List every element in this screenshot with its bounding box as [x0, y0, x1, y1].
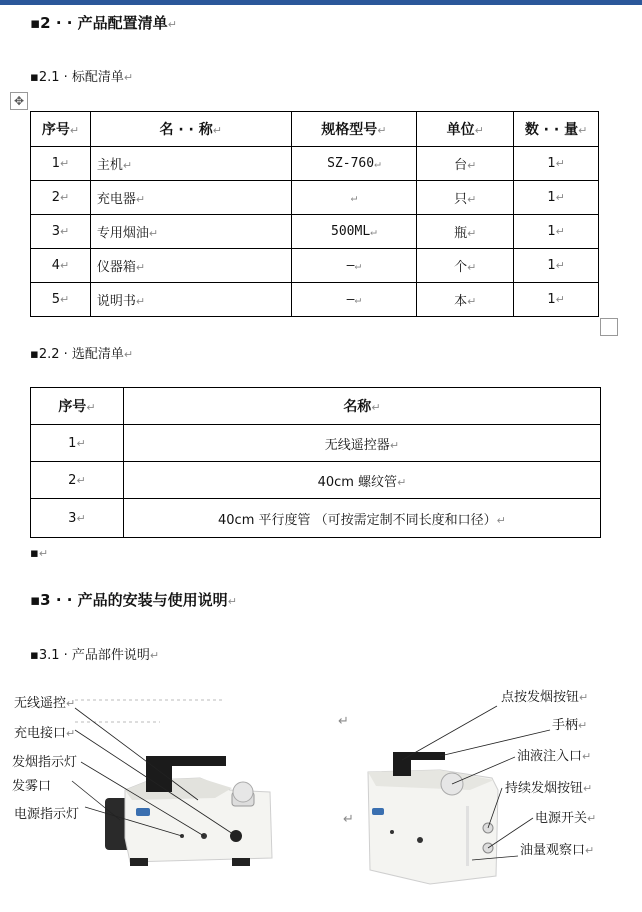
cell: 专用烟油↵ — [90, 215, 291, 249]
table-resize-handle[interactable] — [600, 318, 618, 336]
cell: 2↵ — [31, 462, 124, 499]
cell: 1↵ — [514, 283, 599, 317]
table-row — [31, 425, 601, 462]
cell: 说明书↵ — [90, 283, 291, 317]
label-handle: 手柄↵ — [552, 718, 588, 733]
standard-config-table — [30, 111, 599, 317]
header-cell: 规格型号↵ — [291, 112, 417, 147]
label-oil-inlet: 油液注入口↵ — [517, 749, 592, 764]
label-power-switch: 电源开关↵ — [535, 811, 597, 826]
table-row — [31, 249, 599, 283]
cell: 1↵ — [31, 147, 91, 181]
table-row — [31, 462, 601, 499]
section-3-1-heading: ▪3.1 · 产品部件说明↵ — [30, 648, 160, 663]
label-charging-port: 充电接口↵ — [14, 726, 76, 741]
label-oil-level-window: 油量观察口↵ — [520, 843, 595, 858]
cell: 无线遥控器↵ — [123, 425, 600, 462]
cell: 2↵ — [31, 181, 91, 215]
label-press-smoke-button: 点按发烟按钮↵ — [501, 690, 589, 705]
device-right-image — [368, 752, 498, 884]
header-cell: 序号↵ — [31, 112, 91, 147]
section-2-2-heading: ▪2.2 · 选配清单↵ — [30, 347, 134, 362]
cell: 500ML↵ — [291, 215, 417, 249]
label-remote-control: 无线遥控↵ — [14, 696, 76, 711]
cell: 4↵ — [31, 249, 91, 283]
table-move-handle-icon[interactable]: ✥ — [10, 92, 28, 110]
cell: 3↵ — [31, 499, 124, 538]
cell: 只↵ — [417, 181, 514, 215]
table-row — [31, 283, 599, 317]
cell: 1↵ — [514, 147, 599, 181]
cell: 40cm 平行度管 （可按需定制不同长度和口径）↵ — [123, 499, 600, 538]
header-cell: 序号↵ — [31, 388, 124, 425]
cell: 1↵ — [31, 425, 124, 462]
header-cell: 单位↵ — [417, 112, 514, 147]
cell: SZ-760↵ — [291, 147, 417, 181]
cell: 充电器↵ — [90, 181, 291, 215]
cell: 仪器箱↵ — [90, 249, 291, 283]
section-3-heading: ▪3 · · 产品的安装与使用说明↵ — [30, 591, 237, 609]
empty-paragraph: ▪↵ — [30, 546, 49, 561]
cell: 1↵ — [514, 215, 599, 249]
section-2-heading: ▪2 · · 产品配置清单↵ — [30, 14, 177, 32]
table-row — [31, 215, 599, 249]
cell: 台↵ — [417, 147, 514, 181]
header-cell: 名 · · 称↵ — [90, 112, 291, 147]
table-row — [31, 147, 599, 181]
table-header-row — [31, 112, 599, 147]
cell: 3↵ — [31, 215, 91, 249]
table-row — [31, 499, 601, 538]
label-power-indicator: 电源指示灯 — [14, 807, 80, 822]
header-cell: 数 · · 量↵ — [514, 112, 599, 147]
cell: 40cm 螺纹管↵ — [123, 462, 600, 499]
table-row — [31, 181, 599, 215]
cell: –↵ — [291, 283, 417, 317]
cell: –↵ — [291, 249, 417, 283]
section-2-1-heading: ▪2.1 · 标配清单↵ — [30, 70, 134, 85]
optional-config-table — [30, 387, 601, 538]
cell: 瓶↵ — [417, 215, 514, 249]
label-smoke-indicator: 发烟指示灯 — [12, 755, 78, 770]
cell: 1↵ — [514, 249, 599, 283]
cell: ↵ — [291, 181, 417, 215]
cell: 个↵ — [417, 249, 514, 283]
cell: 1↵ — [514, 181, 599, 215]
window-top-bar — [0, 0, 642, 5]
cell: 5↵ — [31, 283, 91, 317]
table-header-row — [31, 388, 601, 425]
label-continuous-smoke-button: 持续发烟按钮↵ — [505, 781, 593, 796]
device-left-image — [105, 756, 272, 866]
header-cell: 名称↵ — [123, 388, 600, 425]
parts-illustration — [0, 680, 642, 912]
paragraph-mark: ↵ — [338, 714, 349, 729]
label-fog-outlet: 发雾口 — [12, 779, 52, 794]
cell: 本↵ — [417, 283, 514, 317]
cell: 主机↵ — [90, 147, 291, 181]
paragraph-mark: ↵ — [343, 812, 354, 827]
